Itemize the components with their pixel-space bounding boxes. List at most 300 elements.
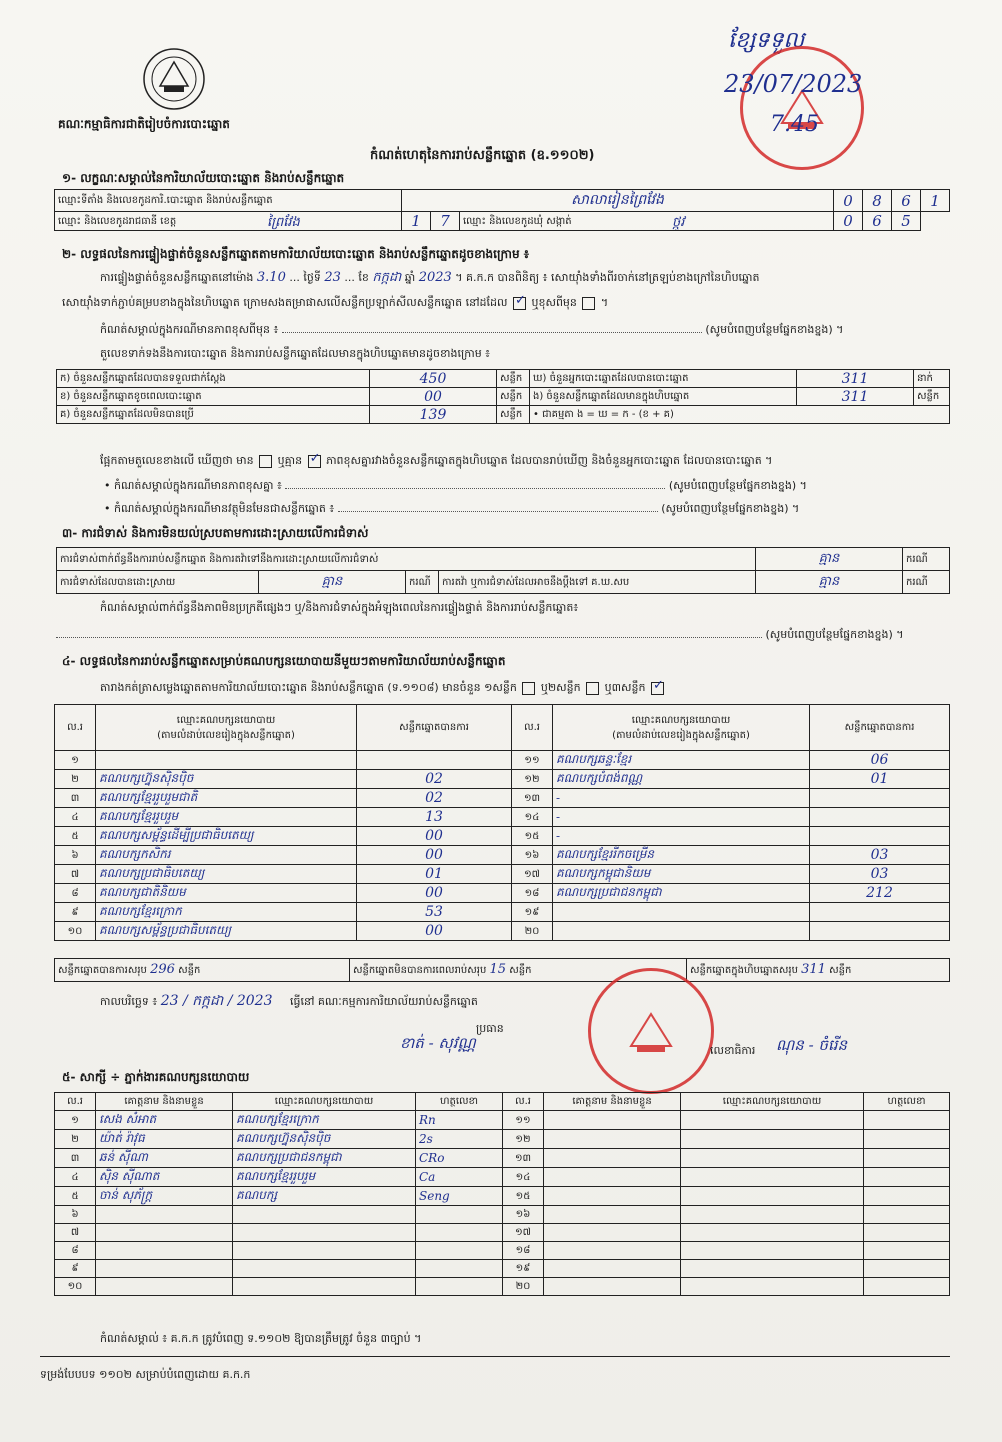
witness-signature xyxy=(864,1111,950,1130)
vote-count: 02 xyxy=(357,789,512,808)
vote-count: 00 xyxy=(357,884,512,903)
witness-row xyxy=(55,1187,950,1206)
commune-code-2: 6 xyxy=(863,212,892,231)
votes-header-party-2 xyxy=(553,705,810,751)
ballot-unit: សន្លឹក xyxy=(829,965,852,976)
vote-no: ១៧ xyxy=(512,865,553,884)
date-label: កាលបរិច្ឆេទ ៖ xyxy=(100,995,158,1008)
witness-header-no-2: ល.រ xyxy=(503,1093,544,1111)
verify-text: ។ គ.ក.ក បានពិនិត្យ ៖ សោយ៉ាំងទាំងពីរចាក់នៅត្រឡប់ខាងក្រៅនៃហិបឆ្នោត xyxy=(455,271,760,284)
valid-total-label: សន្លឹកឆ្នោតបានការសរុប xyxy=(58,965,147,976)
votes-header-no: ល.រ xyxy=(55,705,96,751)
sheet-3-checkbox[interactable]: ✓ xyxy=(652,677,664,693)
vote-no: ៨ xyxy=(55,884,96,903)
tally-row xyxy=(57,370,950,388)
witness-party xyxy=(233,1278,416,1296)
nec-emblem xyxy=(138,46,210,112)
votes-row xyxy=(55,903,950,922)
witness-party xyxy=(233,1224,416,1242)
witness-no: ១៧ xyxy=(503,1224,544,1242)
witness-signature xyxy=(864,1260,950,1278)
witness-signature: 2s xyxy=(416,1130,503,1149)
station-code-1: 0 xyxy=(834,190,863,212)
vote-count: 01 xyxy=(357,865,512,884)
witness-row xyxy=(55,1149,950,1168)
objection-note-line xyxy=(56,628,904,642)
vote-no: ៧ xyxy=(55,865,96,884)
witness-row xyxy=(55,1168,950,1187)
vote-no: ១០ xyxy=(55,922,96,941)
tally-table xyxy=(56,369,950,424)
commission-label: ធ្វើនៅ គណៈកម្មការការិយាល័យរាប់សន្លឹកឆ្នោត xyxy=(290,995,478,1008)
witness-name xyxy=(544,1149,681,1168)
section5-heading: ៥- សាក្សី ÷ ភ្នាក់ងារគណបក្សនយោបាយ xyxy=(62,1070,250,1084)
witness-header-sig-2: ហត្ថលេខា xyxy=(864,1093,950,1111)
witness-row xyxy=(55,1111,950,1130)
witness-party: គណបក្សប្រជាជនកម្ពុជា xyxy=(233,1149,416,1168)
vote-no: ១៦ xyxy=(512,846,553,865)
votes-header-no-2: ល.រ xyxy=(512,705,553,751)
tally-left-unit: សន្លឹក xyxy=(497,406,530,424)
party-name: - xyxy=(553,827,810,846)
vote-no: ៩ xyxy=(55,903,96,922)
resolved-label: ការជំទាស់ដែលបានដោះស្រាយ xyxy=(57,571,259,594)
vote-count xyxy=(810,903,950,922)
station-code-3: 6 xyxy=(892,190,921,212)
province-name: ព្រៃវែង xyxy=(267,214,300,230)
ballot-total-cell xyxy=(687,959,950,982)
witness-name xyxy=(544,1206,681,1224)
party-name: គណបក្សប្រជាជនកម្ពុជា xyxy=(553,884,810,903)
valid-unit: សន្លឹក xyxy=(178,965,201,976)
resolved-unit: ករណី xyxy=(406,571,439,594)
witness-name xyxy=(96,1260,233,1278)
witness-name: សេង សំអាត xyxy=(96,1111,233,1130)
votes-summary xyxy=(54,958,950,982)
vote-count xyxy=(810,808,950,827)
witness-signature xyxy=(416,1278,503,1296)
vote-count: 53 xyxy=(357,903,512,922)
vote-no: ១១ xyxy=(512,751,553,770)
witness-party: គណបក្ស xyxy=(233,1187,416,1206)
vote-count: 06 xyxy=(810,751,950,770)
header-party-2: ឈ្មោះគណបក្សនយោបាយ xyxy=(631,714,731,726)
appeal-label: ការតវ៉ា ឬការជំទាស់ដែលអាចនឹងប្តឹងទៅ គ.ឃ.សប xyxy=(439,571,756,594)
note1-line xyxy=(282,332,702,333)
witness-party: គណបក្សខ្មែរក្រោក xyxy=(233,1111,416,1130)
date-value: 23 / កក្កដា / 2023 xyxy=(160,993,273,1009)
witness-name: ស៊ិន ស៊ីណាត xyxy=(96,1168,233,1187)
votes-header-votes: សន្លឹកឆ្នោតបានការ xyxy=(357,705,512,751)
votes-row xyxy=(55,808,950,827)
province-label xyxy=(55,212,402,231)
tally-right-value: 311 xyxy=(797,370,914,388)
witness-name: ឆន់ ស៊ីណា xyxy=(96,1149,233,1168)
section3-heading: ៣- ការជំទាស់ និងការមិនយល់ស្របតាមការដោះស្រាយលើការជំទាស់ xyxy=(62,526,369,540)
witness-no: ១០ xyxy=(55,1278,96,1296)
vote-count: 00 xyxy=(357,922,512,941)
witness-header-name: គោត្តនាម និងនាមខ្លួន xyxy=(96,1093,233,1111)
province-label-text: ឈ្មោះ និងលេខកូដរាជធានី ខេត្ត xyxy=(58,215,177,227)
section2-heading: ២- លទ្ធផលនៃការផ្ទៀងផ្ទាត់ចំនួនសន្លឹកឆ្នោតតាមការិយាល័យបោះឆ្នោត និងរាប់សន្លឹកឆ្នោតដូចខាងក្រោម ៖ xyxy=(62,247,530,261)
witness-no: ២០ xyxy=(503,1278,544,1296)
party-name: គណបក្សខ្មែររួបរួម xyxy=(96,808,357,827)
valid-total: 296 xyxy=(150,962,175,977)
witness-party xyxy=(681,1224,864,1242)
party-name: គណបក្សខ្មែររួបរួមជាតិ xyxy=(96,789,357,808)
witness-signature xyxy=(864,1187,950,1206)
witness-signature xyxy=(864,1224,950,1242)
witness-name: ចាន់ សុភ័ក្ត្រ xyxy=(96,1187,233,1206)
bullet1-fill: (សូមបំពេញបន្ថែមផ្នែកខាងខ្នង) ។ xyxy=(668,479,807,492)
witness-name xyxy=(96,1242,233,1260)
witness-no: ១៥ xyxy=(503,1187,544,1206)
vote-no: ១៥ xyxy=(512,827,553,846)
bullet2-label: • កំណត់សម្គាល់ក្នុងករណីមានវត្ថុមិនមែនជាសន្លឹកឆ្នោត ៖ xyxy=(104,502,335,515)
witness-name xyxy=(544,1278,681,1296)
witness-header-name-2: គោត្តនាម និងនាមខ្លួន xyxy=(544,1093,681,1111)
witness-note: កំណត់សម្គាល់ ៖ គ.ក.ក ត្រូវបំពេញ ទ.១១០២ ឱ្យបានត្រឹមត្រូវ ចំនួន ៣ច្បាប់ ។ xyxy=(100,1332,422,1345)
witness-signature: CRo xyxy=(416,1149,503,1168)
has-diff-checkbox[interactable] xyxy=(259,455,272,468)
party-name: គណបក្សកម្ពុជានិយម xyxy=(553,865,810,884)
tally-right-unit: សន្លឹក xyxy=(914,388,950,406)
witness-no: ៦ xyxy=(55,1206,96,1224)
diff-checkbox[interactable] xyxy=(582,297,595,310)
bullet2-fill: (សូមបំពេញបន្ថែមផ្នែកខាងខ្នង) ។ xyxy=(661,502,800,515)
tally-right-unit: នាក់ xyxy=(914,370,950,388)
verify-year: 2023 xyxy=(418,270,452,285)
witness-no: ១៤ xyxy=(503,1168,544,1187)
objection-value: គ្មាន xyxy=(756,548,903,571)
witness-party xyxy=(681,1130,864,1149)
witness-name xyxy=(544,1260,681,1278)
objection-table xyxy=(56,547,950,594)
tally-left-label: ខ) ចំនួនសន្លឹកឆ្នោតខូចពេលបោះឆ្នោត xyxy=(57,388,370,406)
witness-signature xyxy=(416,1242,503,1260)
witness-party xyxy=(681,1260,864,1278)
bullet1-label: • កំណត់សម្គាល់ក្នុងករណីមានភាពខុសគ្នា ៖ xyxy=(104,479,282,492)
vote-no: ១ xyxy=(55,751,96,770)
chair-label: ប្រធាន xyxy=(476,1022,504,1035)
tally-left-label: ក) ចំនួនសន្លឹកឆ្នោតដែលបានទទួលជាក់ស្តែង xyxy=(57,370,370,388)
votes-row xyxy=(55,751,950,770)
vote-no: ១៨ xyxy=(512,884,553,903)
witness-signature xyxy=(864,1278,950,1296)
province-code-1: 1 xyxy=(402,212,431,231)
witness-party: គណបក្សខ្មែររួបរួម xyxy=(233,1168,416,1187)
ballot-total: 311 xyxy=(801,962,826,977)
witness-name xyxy=(544,1111,681,1130)
invalid-total-label: សន្លឹកឆ្នោតមិនបានការពេលរាប់សរុប xyxy=(353,965,487,976)
corner-date: 23/07/2023 xyxy=(724,70,863,98)
witness-no: ១២ xyxy=(503,1130,544,1149)
witness-no: ១១ xyxy=(503,1111,544,1130)
party-name: គណបក្សសម្ព័ន្ធដើម្បីប្រជាធិបតេយ្យ xyxy=(96,827,357,846)
invalid-unit: សន្លឹក xyxy=(509,965,532,976)
witness-row xyxy=(55,1130,950,1149)
vote-count: 03 xyxy=(810,846,950,865)
sheet-count-line xyxy=(100,677,666,695)
votes-row xyxy=(55,770,950,789)
bullet1 xyxy=(104,479,807,493)
party-name: - xyxy=(553,808,810,827)
commune-code-1: 0 xyxy=(834,212,863,231)
witness-row xyxy=(55,1278,950,1296)
witness-no: ៧ xyxy=(55,1224,96,1242)
vote-no: ២០ xyxy=(512,922,553,941)
votes-row xyxy=(55,846,950,865)
verify-month-label: ខែ xyxy=(358,271,369,284)
witness-signature: Rn xyxy=(416,1111,503,1130)
witness-no: ៣ xyxy=(55,1149,96,1168)
note2: តួលេខទាក់ទងនឹងការបោះឆ្នោត និងការរាប់សន្លឹកឆ្នោតដែលមានក្នុងហិបឆ្នោតមានដូចខាងក្រោម ៖ xyxy=(100,347,491,360)
vote-no: ១៤ xyxy=(512,808,553,827)
witness-party xyxy=(681,1111,864,1130)
witness-name xyxy=(96,1224,233,1242)
party-name xyxy=(96,751,357,770)
votes-row xyxy=(55,827,950,846)
verify-day: 23 xyxy=(324,270,341,285)
witness-no: ២ xyxy=(55,1130,96,1149)
vote-no: ៦ xyxy=(55,846,96,865)
official-stamp-top xyxy=(740,46,864,170)
vote-count: 01 xyxy=(810,770,950,789)
witness-header-no: ល.រ xyxy=(55,1093,96,1111)
verify-time: 3.10 xyxy=(256,270,286,285)
commune-code-3: 5 xyxy=(892,212,921,231)
seal-line: សោយ៉ាំងទាក់ភ្ជាប់គម្របខាងក្នុងនៃហិបឆ្នោត ក្រោមសងតម្រាផាសលើសន្លឹកប្រឡាក់សីលសន្លឹកឆ្នោត នៅដដែល ✓ ឬខុសពីមុន ។ xyxy=(62,292,609,309)
bullet1-line xyxy=(285,488,665,489)
votes-row xyxy=(55,922,950,941)
objection-fill: (សូមបំពេញបន្ថែមផ្នែកខាងខ្នង) ។ xyxy=(765,628,904,641)
vote-count: 00 xyxy=(357,846,512,865)
objection-dots xyxy=(56,637,762,638)
sheet-intro: តារាងកត់ត្រាសម្លេងឆ្នោតតាមការិយាល័យបោះឆ្នោត និងរាប់សន្លឹកឆ្នោត (ទ.១១០៨) មានចំនួន ១សន្លឹក xyxy=(100,681,517,694)
corner-time: 7.45 xyxy=(770,112,819,137)
tally-left-unit: សន្លឹក xyxy=(497,370,530,388)
witness-signature xyxy=(864,1206,950,1224)
witness-party xyxy=(681,1168,864,1187)
section4-heading: ៤- លទ្ធផលនៃការរាប់សន្លឹកឆ្នោតសម្រាប់គណបក្សនយោបាយនីមួយៗតាមការិយាល័យរាប់សន្លឹកឆ្នោត xyxy=(62,654,506,668)
witness-name xyxy=(544,1224,681,1242)
vote-no: ១៣ xyxy=(512,789,553,808)
witness-signature: Ca xyxy=(416,1168,503,1187)
witness-no: ៨ xyxy=(55,1242,96,1260)
votes-row xyxy=(55,789,950,808)
witness-table xyxy=(54,1092,950,1296)
vote-count: 212 xyxy=(810,884,950,903)
party-name: - xyxy=(553,789,810,808)
vote-count xyxy=(810,827,950,846)
tally-left-value: 00 xyxy=(370,388,497,406)
witness-no: ៥ xyxy=(55,1187,96,1206)
tally-row xyxy=(57,406,950,424)
vote-count: 13 xyxy=(357,808,512,827)
witness-party xyxy=(681,1149,864,1168)
secretary-signature: ណុន - ចំរើន xyxy=(776,1036,848,1054)
footer-divider xyxy=(40,1356,950,1357)
no-diff-label: ឬគ្មាន xyxy=(277,454,303,467)
witness-signature xyxy=(864,1242,950,1260)
witness-party xyxy=(681,1278,864,1296)
witness-no: ១៩ xyxy=(503,1260,544,1278)
witness-no: ១៨ xyxy=(503,1242,544,1260)
party-name: គណបក្សកសិករ xyxy=(96,846,357,865)
party-name: គណបក្សសម្ព័ន្ធប្រជាធិបតេយ្យ xyxy=(96,922,357,941)
tally-formula: • ជាគម្មតា ង = ឃ = ក - (ខ + គ) xyxy=(530,406,950,424)
verify-line: ការផ្ទៀងផ្ទាត់ចំនួនសន្លឹកឆ្នោតនៅម៉ោង 3.10 ... ថ្ងៃទី 23 ... ខែ កក្កដា ឆ្នាំ 2023 ។ គ.ក.ក បានពិនិត្យ ៖ សោយ៉ាំងទាំងពីរចាក់នៅត្រឡប់ខាងក្រៅនៃហិបឆ្នោត xyxy=(100,270,760,285)
invalid-total: 15 xyxy=(489,962,507,977)
bullet2 xyxy=(104,502,799,516)
witness-signature xyxy=(864,1168,950,1187)
tally-left-unit: សន្លឹក xyxy=(497,388,530,406)
appeal-value: គ្មាន xyxy=(756,571,903,594)
witness-name xyxy=(96,1278,233,1296)
tally-right-label: ង) ចំនួនសន្លឹកឆ្នោតដែលមានក្នុងហិបឆ្នោត xyxy=(530,388,797,406)
witness-row xyxy=(55,1206,950,1224)
witness-signature xyxy=(416,1224,503,1242)
votes-row xyxy=(55,865,950,884)
station-label: ឈ្មោះទីតាំង និងលេខកូដការិ.បោះឆ្នោត និងរាប់សន្លឹកឆ្នោត xyxy=(55,190,402,212)
witness-signature xyxy=(416,1260,503,1278)
witness-party xyxy=(233,1206,416,1224)
vote-count: 03 xyxy=(810,865,950,884)
no-diff-checkbox[interactable]: ✓ xyxy=(309,450,321,466)
sheet-2-label: ឬ២សន្លឹក xyxy=(540,681,581,694)
tally-right-label: ឃ) ចំនួនអ្នកបោះឆ្នោតដែលបានបោះឆ្នោត xyxy=(530,370,797,388)
diff-label: ឬខុសពីមុន xyxy=(531,296,577,309)
resolved-value: គ្មាន xyxy=(259,571,406,594)
corner-code: ខ្សែទទួល xyxy=(728,28,805,53)
party-name: គណបក្សខ្មែរក្រោក xyxy=(96,903,357,922)
secretary-label: លេខាធិការ xyxy=(710,1044,756,1057)
witness-row xyxy=(55,1260,950,1278)
party-name: គណបក្សជាតិនិយម xyxy=(96,884,357,903)
witness-signature xyxy=(416,1206,503,1224)
witness-signature: Seng xyxy=(416,1187,503,1206)
station-name: សាលារៀនព្រៃវែង xyxy=(402,190,834,212)
vote-no: ៤ xyxy=(55,808,96,827)
header-party: ឈ្មោះគណបក្សនយោបាយ xyxy=(176,714,276,726)
objection-note: កំណត់សម្គាល់ពាក់ព័ន្ធនឹងភាពមិនប្រក្រតីផ្សេងៗ ឬ/និងការជំទាស់ក្នុងអំឡុងពេលនៃការផ្ទៀងផ្ទាត់ និងការរាប់សន្លឹកឆ្នោត៖ xyxy=(100,601,579,614)
form-title: កំណត់ហេតុនៃការរាប់សន្លឹកឆ្នោត (ឧ.១១០២) xyxy=(370,148,595,163)
compare-line xyxy=(100,450,773,468)
witness-no: ៤ xyxy=(55,1168,96,1187)
witness-no: ៩ xyxy=(55,1260,96,1278)
org-name: គណៈកម្មាធិការជាតិរៀបចំការបោះឆ្នោត xyxy=(58,117,230,131)
witness-name xyxy=(96,1206,233,1224)
sheet-2-checkbox[interactable] xyxy=(586,682,599,695)
witness-name xyxy=(544,1168,681,1187)
official-stamp-bottom xyxy=(588,968,714,1094)
witness-no: ១ xyxy=(55,1111,96,1130)
witness-party xyxy=(233,1242,416,1260)
tally-left-label: គ) ចំនួនសន្លឹកឆ្នោតដែលមិនបានប្រើ xyxy=(57,406,370,424)
vote-count xyxy=(357,751,512,770)
party-name: គណបក្សហ្វ៊ុនស៊ិនប៉ិច xyxy=(96,770,357,789)
note1 xyxy=(100,323,843,337)
station-code-2: 8 xyxy=(863,190,892,212)
tally-row xyxy=(57,388,950,406)
tally-left-value: 450 xyxy=(370,370,497,388)
witness-party xyxy=(681,1206,864,1224)
verify-month: កក្កដា xyxy=(372,270,402,285)
witness-signature xyxy=(864,1149,950,1168)
witness-signature xyxy=(864,1130,950,1149)
tally-left-value: 139 xyxy=(370,406,497,424)
compare-label: ផ្អែកតាមតួលេខខាងលើ ឃើញថា មាន xyxy=(100,454,254,467)
verify-time-label: ការផ្ទៀងផ្ទាត់ចំនួនសន្លឹកឆ្នោតនៅម៉ោង xyxy=(100,271,254,284)
empty-cell xyxy=(921,212,950,231)
station-code-4: 1 xyxy=(921,190,950,212)
vote-no: ១២ xyxy=(512,770,553,789)
verify-day-label: ថ្ងៃទី xyxy=(303,271,321,284)
witness-header-party: ឈ្មោះគណបក្សនយោបាយ xyxy=(233,1093,416,1111)
witness-party xyxy=(681,1187,864,1206)
compare-text: ភាពខុសគ្នារវាងចំនួនសន្លឹកឆ្នោតក្នុងហិបឆ្នោត ដែលបានរាប់ឃើញ និងចំនួនអ្នកបោះឆ្នោត ដែលបានបោះឆ្នោត ។ xyxy=(326,454,773,467)
votes-header-votes-2: សន្លឹកឆ្នោតបានការ xyxy=(810,705,950,751)
footer-text: ទម្រង់បែបបទ ១១០២ សម្រាប់បំពេញដោយ គ.ក.ក xyxy=(40,1368,251,1381)
witness-name: យ៉ាត់ រ៉ាវុធ xyxy=(96,1130,233,1149)
commune-label xyxy=(460,212,834,231)
same-checkbox[interactable]: ✓ xyxy=(515,292,526,308)
valid-total-cell xyxy=(55,959,350,982)
sheet-1-checkbox[interactable] xyxy=(522,682,535,695)
witness-party: គណបក្សហ្វ៊ុនស៊ិនប៉ិច xyxy=(233,1130,416,1149)
note1-label: កំណត់សម្គាល់ក្នុងករណីមានភាពខុសពីមុន ៖ xyxy=(100,323,279,336)
vote-no: ៣ xyxy=(55,789,96,808)
appeal-unit: ករណី xyxy=(903,571,950,594)
party-name: គណបក្សប្រជាធិបតេយ្យ xyxy=(96,865,357,884)
note1-fill: (សូមបំពេញបន្ថែមផ្នែកខាងខ្នង) ។ xyxy=(705,323,844,336)
witness-row xyxy=(55,1224,950,1242)
header-party-order-2: (តាមលំដាប់លេខរៀងក្នុងសន្លឹកឆ្នោត) xyxy=(612,729,750,741)
objection-unit: ករណី xyxy=(903,548,950,571)
header-party-order: (តាមលំដាប់លេខរៀងក្នុងសន្លឹកឆ្នោត) xyxy=(157,729,295,741)
verify-year-label: ឆ្នាំ xyxy=(404,271,416,284)
bullet2-line xyxy=(338,511,658,512)
commune-label-text: ឈ្មោះ និងលេខកូដឃុំ សង្កាត់ xyxy=(463,215,572,227)
votes-header-party xyxy=(96,705,357,751)
witness-name xyxy=(544,1242,681,1260)
witness-party xyxy=(681,1242,864,1260)
vote-count xyxy=(810,922,950,941)
votes-row xyxy=(55,884,950,903)
date-line xyxy=(100,994,478,1009)
vote-no: ៥ xyxy=(55,827,96,846)
objection-label: ការជំទាស់ពាក់ព័ន្ធនឹងការរាប់សន្លឹកឆ្នោត និងការតវ៉ាទៅនឹងការដោះស្រាយលើការជំទាស់ xyxy=(57,548,756,571)
vote-count xyxy=(810,789,950,808)
tally-right-value: 311 xyxy=(797,388,914,406)
province-code-2: 7 xyxy=(431,212,460,231)
vote-no: ១៩ xyxy=(512,903,553,922)
commune-name: ថ្កូវ xyxy=(672,214,685,230)
vote-no: ២ xyxy=(55,770,96,789)
sheet-3-label: ឬ៣សន្លឹក xyxy=(604,681,646,694)
section1-table xyxy=(54,189,950,231)
witness-row xyxy=(55,1242,950,1260)
witness-party xyxy=(233,1260,416,1278)
witness-header-party-2: ឈ្មោះគណបក្សនយោបាយ xyxy=(681,1093,864,1111)
party-name: គណបក្សឆន្ទៈខ្មែរ xyxy=(553,751,810,770)
witness-name xyxy=(544,1187,681,1206)
ballot-total-label: សន្លឹកឆ្នោតក្នុងហិបឆ្នោតសរុប xyxy=(690,965,798,976)
votes-table xyxy=(54,704,950,941)
chair-signature: ខាត់ - សុវណ្ណ xyxy=(400,1034,476,1052)
party-name xyxy=(553,903,810,922)
seal-text: សោយ៉ាំងទាក់ភ្ជាប់គម្របខាងក្នុងនៃហិបឆ្នោត ក្រោមសងតម្រាផាសលើសន្លឹកប្រឡាក់សីលសន្លឹកឆ្នោត នៅដដែល xyxy=(62,296,508,309)
